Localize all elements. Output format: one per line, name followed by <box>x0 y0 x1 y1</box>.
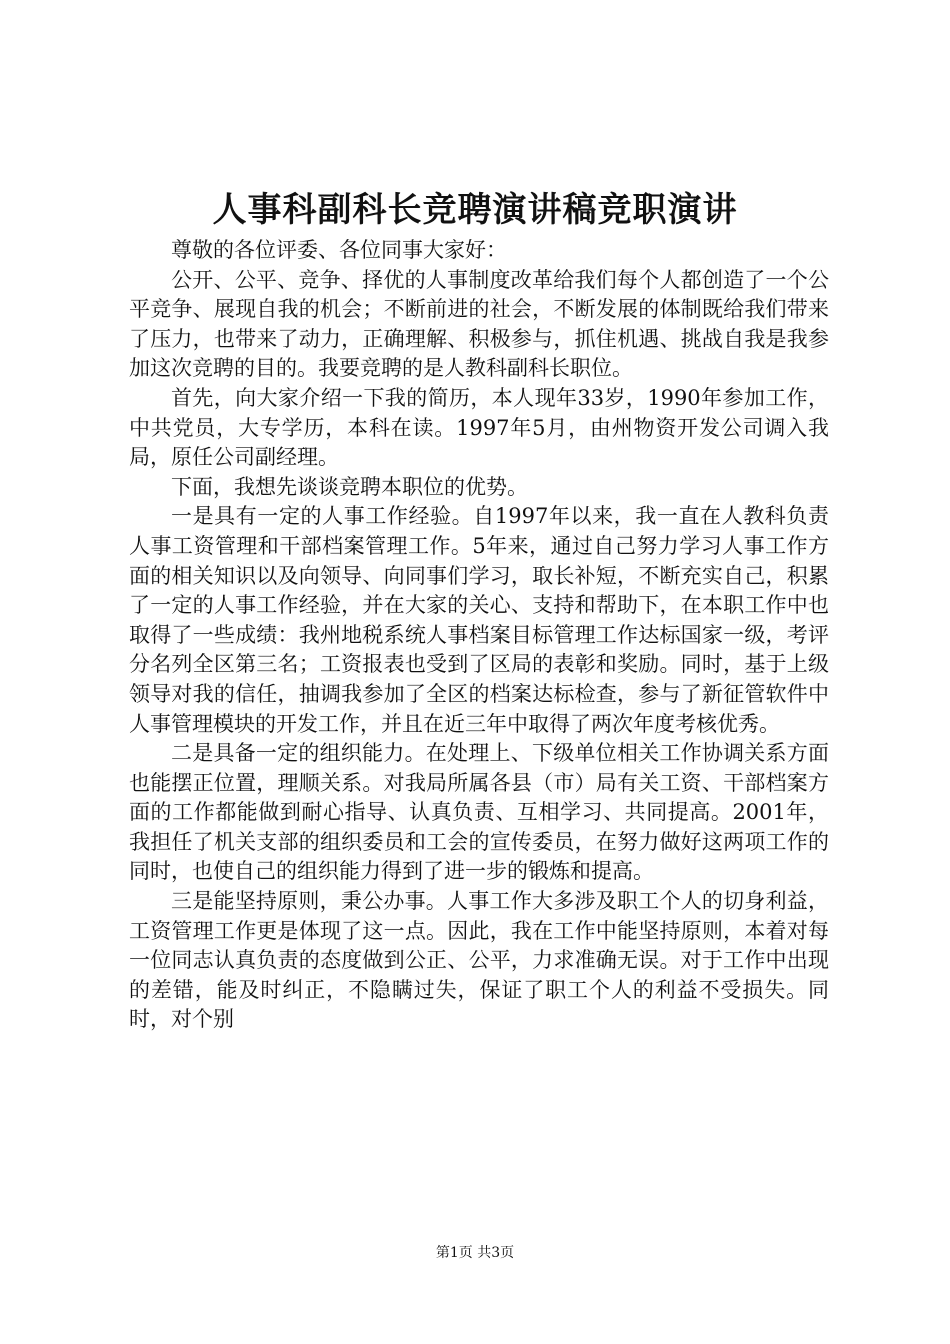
paragraph-intro: 公开、公平、竞争、择优的人事制度改革给我们每个人都创造了一个公平竞争、展现自我的机会；不断前进的社会，不断发展的体制既给我们带来了压力，也带来了动力，正确理解、积极参与，抓住机遇、挑战自我是我参加这次竞聘的目的。我要竞聘的是人教科副科长职位。 <box>129 267 829 381</box>
paragraph-advantage-principle: 三是能坚持原则，秉公办事。人事工作大多涉及职工个人的切身利益，工资管理工作更是体现了这一点。因此，我在工作中能坚持原则，本着对每一位同志认真负责的态度做到公正、公平，力求准确无误。对于工作中出现的差错，能及时纠正，不隐瞒过失，保证了职工个人的利益不受损失。同时，对个别 <box>129 889 829 1032</box>
paragraph-resume: 首先，向大家介绍一下我的简历，本人现年33岁，1990年参加工作，中共党员，大专学历，本科在读。1997年5月，由州物资开发公司调入我局，原任公司副经理。 <box>129 385 829 470</box>
document-body <box>129 236 829 1035</box>
page-footer: 第1页 共3页 <box>435 1245 515 1261</box>
paragraph-salutation: 尊敬的各位评委、各位同事大家好： <box>171 238 507 262</box>
document-title: 人事科副科长竞聘演讲稿竞职演讲 <box>212 190 738 230</box>
paragraph-advantages-lead: 下面，我想先谈谈竞聘本职位的优势。 <box>171 474 528 499</box>
paragraph-advantage-organization: 二是具备一定的组织能力。在处理上、下级单位相关工作协调关系方面也能摆正位置，理顺关系。对我局所属各县（市）局有关工资、干部档案方面的工作都能做到耐心指导、认真负责、互相学习、共同提高。2001年，我担任了机关支部的组织委员和工会的宣传委员，在努力做好这两项工作的同时，也使自己的组织能力得到了进一步的锻炼和提高。 <box>129 741 829 884</box>
paragraph-advantage-experience: 一是具有一定的人事工作经验。自1997年以来，我一直在人教科负责人事工资管理和干部档案管理工作。5年来，通过自己努力学习人事工作方面的相关知识以及向领导、向同事们学习，取长补短，不断充实自己，积累了一定的人事工作经验，并在大家的关心、支持和帮助下，在本职工作中也取得了一些成绩：我州地税系统人事档案目标管理工作达标国家一级，考评分名列全区第三名；工资报表也受到了区局的表彰和奖励。同时，基于上级领导对我的信任，抽调我参加了全区的档案达标检查，参与了新征管软件中人事管理模块的开发工作，并且在近三年中取得了两次年度考核优秀。 <box>129 504 829 736</box>
